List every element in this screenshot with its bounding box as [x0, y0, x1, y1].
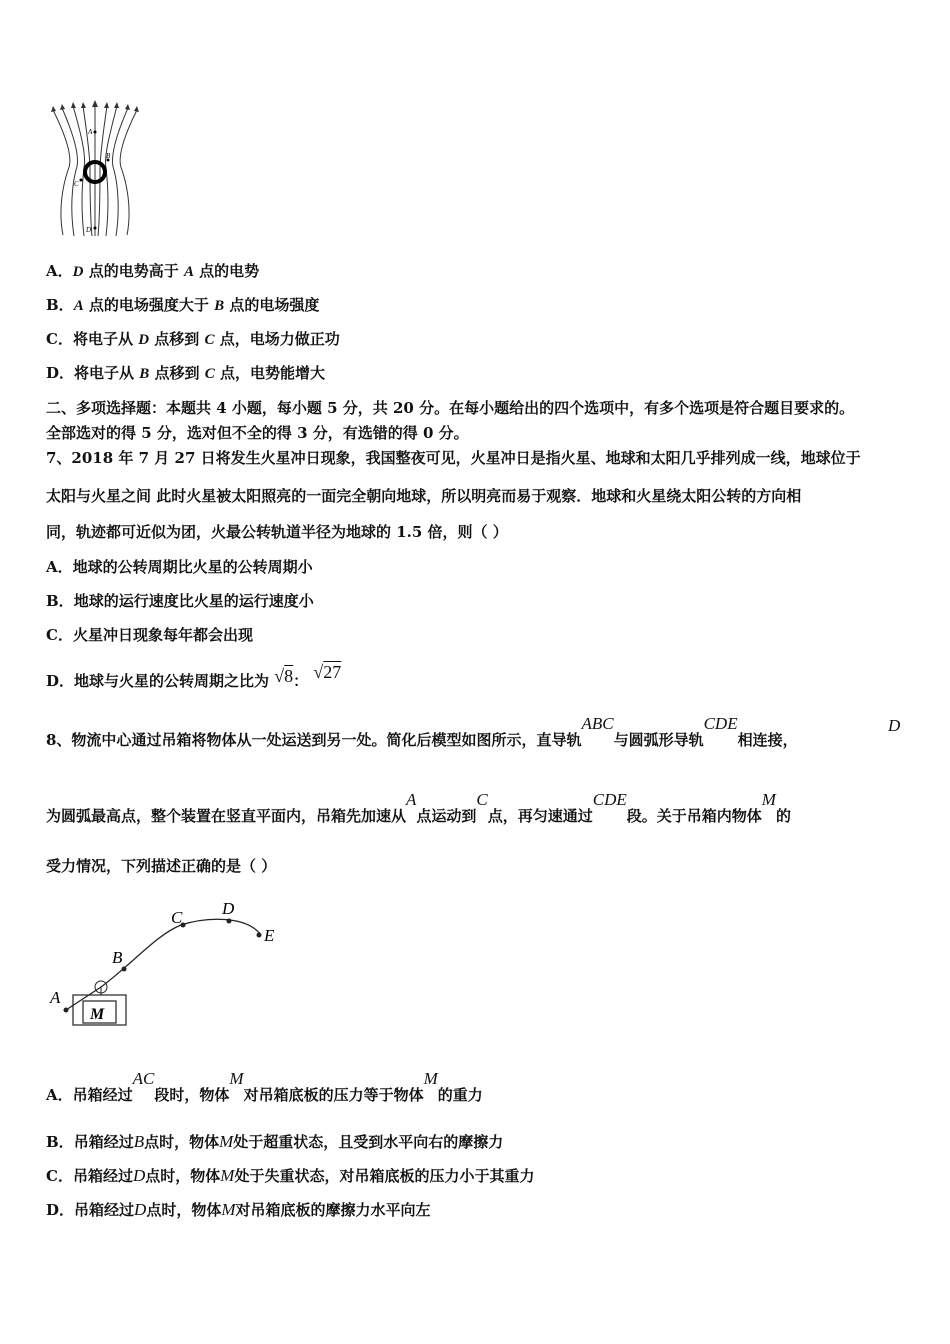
fig2-label-m: M — [90, 1006, 105, 1023]
electric-field-figure — [48, 100, 148, 240]
fig1-label-d: D — [86, 226, 92, 234]
fig1-label-b: B — [106, 152, 111, 160]
q7-option-c: C．火星冲日现象每年都会出现 — [46, 626, 253, 644]
q8-option-a: A．吊箱经过AC段时，物体M对吊箱底板的压力等于物体M的重力 — [46, 1069, 483, 1104]
q6-option-b: B．A 点的电场强度大于 B 点的电场强度 — [46, 296, 320, 314]
fig2-label-d: D — [222, 899, 235, 918]
fig1-label-c: C — [74, 180, 79, 188]
q8-option-d: D．吊箱经过D点时，物体M对吊箱底板的摩擦力水平向左 — [46, 1200, 431, 1219]
sqrt-8: √8 — [274, 666, 294, 686]
q7-option-d: D．地球与火星的公转周期之比为 √8： √27 — [46, 662, 342, 690]
q7-option-b: B．地球的运行速度比火星的运行速度小 — [46, 592, 314, 610]
q8-stem-d-label: D — [888, 716, 901, 735]
q7-stem-line1: 7、2018 年 7 月 27 日将发生火星冲日现象，我国整夜可见，火星冲日是指火星、地球和太阳几乎排列成一线，地球位于 — [46, 449, 861, 467]
fig2-label-b: B — [112, 948, 123, 967]
fig2-label-e: E — [264, 926, 275, 945]
track-figure — [46, 895, 296, 1035]
q8-stem-line3: 受力情况，下列描述正确的是（ ） — [46, 857, 277, 875]
q8-stem-line2: 为圆弧最高点，整个装置在竖直平面内，吊箱先加速从A点运动到C点，再匀速通过CDE段。关于吊箱内物体M的 — [46, 790, 791, 825]
fig1-label-a: A — [88, 128, 93, 136]
q8-option-c: C．吊箱经过D点时，物体M处于失重状态，对吊箱底板的压力小于其重力 — [46, 1166, 535, 1185]
section2-header-line1: 二、多项选择题：本题共 4 小题，每小题 5 分，共 20 分。在每小题给出的四个选项中，有多个选项是符合题目要求的。 — [46, 399, 855, 417]
fig2-label-c: C — [171, 908, 183, 927]
q6-option-a: A．D 点的电势高于 A 点的电势 — [46, 262, 260, 280]
q8-option-b: B．吊箱经过B点时，物体M处于超重状态，且受到水平向右的摩擦力 — [46, 1132, 504, 1151]
q7-stem-line3: 同，轨迹都可近似为团，火最公转轨道半径为地球的 1.5 倍，则（ ） — [46, 523, 508, 541]
q7-stem-line2: 太阳与火星之间 此时火星被太阳照亮的一面完全朝向地球，所以明亮而易于观察．地球和火星绕太阳公转的方向相 — [46, 487, 802, 505]
q6-option-d: D．将电子从 B 点移到 C 点，电势能增大 — [46, 364, 325, 382]
q6-option-c: C．将电子从 D 点移到 C 点，电场力做正功 — [46, 330, 340, 348]
fig2-label-a: A — [50, 988, 61, 1007]
q7-option-a: A．地球的公转周期比火星的公转周期小 — [46, 558, 313, 576]
q8-stem-line1: 8、物流中心通过吊箱将物体从一处运送到另一处。简化后模型如图所示，直导轨ABC与圆弧形导轨CDE相连接， — [46, 714, 798, 749]
section2-header-line2: 全部选对的得 5 分，选对但不全的得 3 分，有选错的得 0 分。 — [46, 424, 469, 442]
sqrt-27: √27 — [313, 662, 342, 682]
